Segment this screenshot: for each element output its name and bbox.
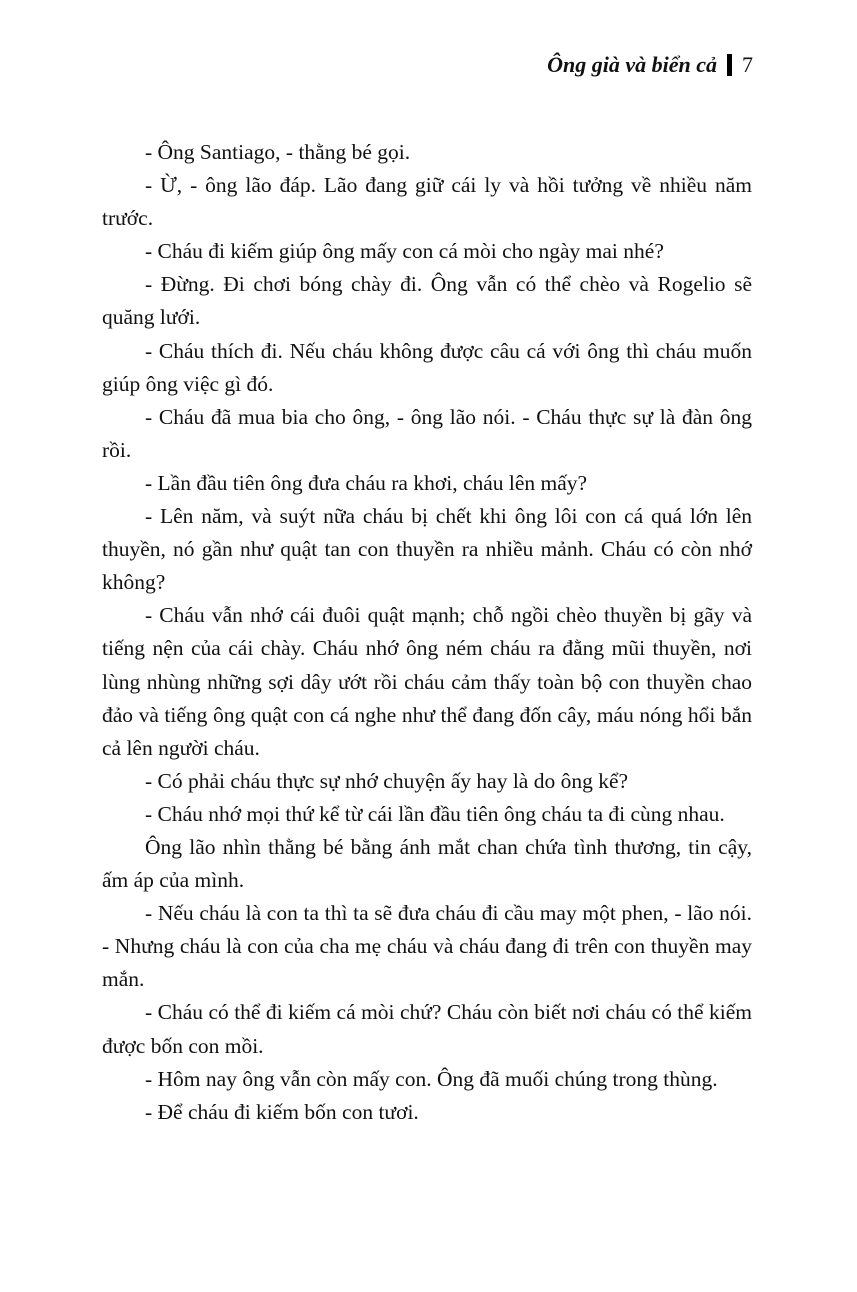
paragraph: - Lần đầu tiên ông đưa cháu ra khơi, cháu lên mấy? — [145, 470, 588, 495]
paragraph: - Cháu vẫn nhớ cái đuôi quật mạnh; chỗ ngồi chèo thuyền bị gãy và tiếng nện của cái chày. Cháu nhớ ông ném cháu ra đằng mũi thuyền, nơi lùng nhùng những sợi dây ướt rồi cháu cảm thấy toàn bộ con thuyền chao đảo và tiếng ông quật con cá nghe như thể đang đốn cây, máu nóng hổi bắn cả lên người cháu. — [102, 603, 752, 760]
paragraph: - Lên năm, và suýt nữa cháu bị chết khi ông lôi con cá quá lớn lên thuyền, nó gần như quật tan con thuyền ra nhiều mảnh. Cháu có còn nhớ không? — [102, 504, 752, 595]
paragraph: - Cháu đi kiếm giúp ông mấy con cá mòi cho ngày mai nhé? — [145, 239, 664, 264]
page-body — [102, 136, 752, 1129]
paragraph: - Ừ, - ông lão đáp. Lão đang giữ cái ly và hồi tưởng về nhiều năm trước. — [102, 173, 752, 231]
paragraph: - Ông Santiago, - thằng bé gọi. — [145, 140, 411, 164]
paragraph: - Cháu đã mua bia cho ông, - ông lão nói. - Cháu thực sự là đàn ông rồi. — [102, 404, 752, 462]
paragraph: - Đừng. Đi chơi bóng chày đi. Ông vẫn có thể chèo và Rogelio sẽ quăng lưới. — [102, 272, 752, 330]
paragraph: - Để cháu đi kiếm bốn con tươi. — [145, 1099, 419, 1124]
paragraph: Ông lão nhìn thằng bé bằng ánh mắt chan chứa tình thương, tin cậy, ấm áp của mình. — [102, 834, 752, 893]
paragraph: - Có phải cháu thực sự nhớ chuyện ấy hay là do ông kể? — [145, 768, 629, 793]
paragraph: - Nếu cháu là con ta thì ta sẽ đưa cháu đi cầu may một phen, - lão nói. - Nhưng cháu là con của cha mẹ cháu và cháu đang đi trên con thuyền may mắn. — [102, 901, 752, 992]
paragraph: - Cháu nhớ mọi thứ kể từ cái lần đầu tiên ông cháu ta đi cùng nhau. — [145, 801, 725, 826]
paragraph: - Hôm nay ông vẫn còn mấy con. Ông đã muối chúng trong thùng. — [145, 1066, 718, 1091]
running-header — [547, 52, 753, 78]
page-number: 7 — [742, 52, 753, 77]
book-title: Ông già và biển cả — [547, 52, 717, 77]
paragraph: - Cháu có thể đi kiếm cá mòi chứ? Cháu còn biết nơi cháu có thể kiếm được bốn con mồi. — [102, 1000, 752, 1058]
paragraph: - Cháu thích đi. Nếu cháu không được câu cá với ông thì cháu muốn giúp ông việc gì đó. — [102, 338, 752, 396]
header-divider — [727, 54, 732, 76]
